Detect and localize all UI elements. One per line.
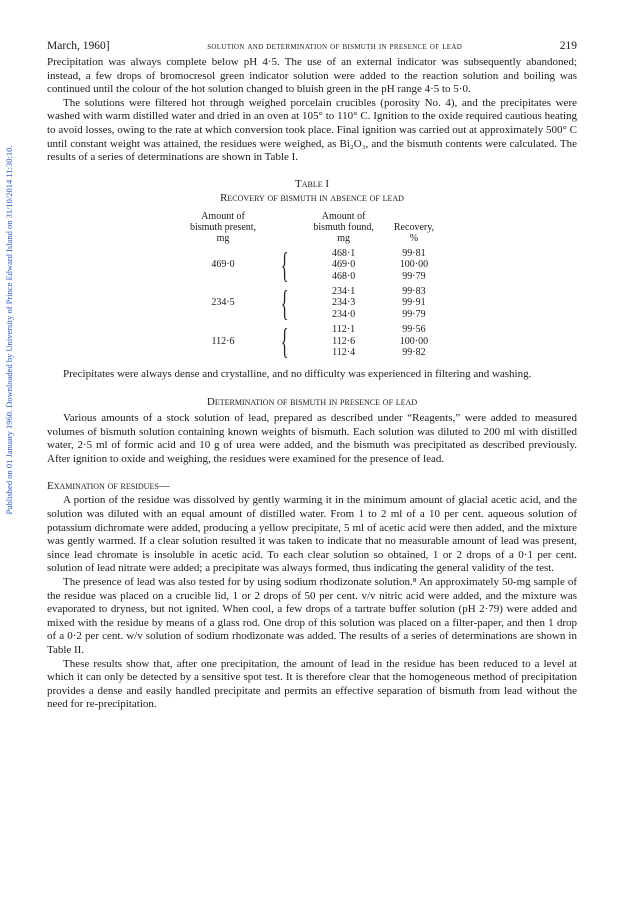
- col-header-recovery: Recovery, %: [393, 221, 435, 244]
- page-number: 219: [559, 40, 577, 52]
- paragraph-7: These results show that, after one precipitation, the amount of lead in the residue has been reduced to a level at which it can only be detected by a sensitive spot test. It is therefore clear that the homogeneous method of precipitation provides a dense and easily handled precipitate and permits an effective separation of bismuth from lead without the need for re-precipitation.: [47, 657, 577, 711]
- table-header-row: [180, 211, 444, 244]
- table-1-number: Table I: [294, 177, 330, 190]
- header-date: March, 1960]: [47, 40, 110, 52]
- table-row: [180, 248, 444, 259]
- cell-recovery: 100·00: [399, 335, 429, 347]
- paragraph-3: Precipitates were always dense and crystalline, and no difficulty was experienced in filtering and washing.: [63, 368, 532, 381]
- paragraph-4: Various amounts of a stock solution of lead, prepared as described under “Reagents,” were added to measured volumes of bismuth solution containing known weights of bismuth. Each solution was diluted to 200 ml with distilled water, 2·5 ml of formic acid and 10 g of urea were added, and the bismuth was precipitated as described previously. After ignition to oxide and weighing, the residues were examined for the presence of lead.: [47, 412, 577, 465]
- paragraph-6: The presence of lead was also tested for by using sodium rhodizonate solution.⁸ An approximately 50-mg sample of the residue was placed on a crucible lid, 1 or 2 drops of 50 per cent. v/v nitric acid were added, and the mixture was evaporated to dryness, but not ignited. When cool, a few drops of a tartrate buffer solution (pH 2·79) were added and mixed with the residue by means of a glass rod. One drop of this solution was placed on a filter-paper, and then 1 drop of a 0·2 per cent. w/v solution of sodium rhodizonate was added. The results of a series of determinations are shown in Table II.: [47, 575, 577, 656]
- running-title: solution and determination of bismuth in presence of lead: [207, 41, 463, 52]
- paragraph-5: A portion of the residue was dissolved by gently warming it in the minimum amount of glacial acetic acid, and the solution was diluted with an equal amount of distilled water. From 1 to 2 ml of a 10 per cent. aqueous solution of potassium dichromate were added, producing a yellow precipitate, 5 ml of acetic acid were then added, and the mixture was gently warmed. If a clear solution resulted it was taken to indicate that no measurable amount of lead was present, since lead chromate is insoluble in acetic acid. To each clear solution so obtained, 1 or 2 drops of a 0·1 per cent. solution of lead nitrate were added; a precipitate was always formed, thus indicating the general validity of the test.: [47, 494, 577, 575]
- table-1-group-2: [180, 283, 444, 324]
- cell-present: 234·5: [211, 297, 235, 309]
- cell-found: 469·0: [331, 259, 356, 271]
- cell-present: 469·0: [211, 259, 235, 271]
- page: [47, 40, 577, 712]
- cell-recovery: 100·00: [399, 259, 429, 271]
- cell-present: 112·6: [211, 335, 235, 347]
- cell-found: 468·0: [331, 270, 356, 282]
- table-row: [180, 286, 444, 297]
- brace: {: [280, 244, 289, 285]
- cell-found: 112·6: [332, 335, 356, 347]
- cell-recovery: 99·56: [402, 324, 426, 336]
- brace: {: [280, 283, 289, 324]
- table-1: [180, 210, 444, 362]
- cell-found: 234·1: [331, 285, 356, 297]
- cell-found: 234·0: [331, 308, 356, 320]
- cell-recovery: 99·91: [402, 297, 426, 309]
- page-header: [47, 40, 577, 52]
- cell-found: 234·3: [331, 297, 356, 309]
- table-row: [180, 324, 444, 335]
- table-1-group-3: [180, 321, 444, 362]
- cell-recovery: 99·79: [402, 308, 426, 320]
- table-1-title: Recovery of bismuth in absence of lead: [220, 191, 404, 204]
- col-header-present: Amount of bismuth present, mg: [189, 210, 257, 244]
- download-note: Published on 01 January 1960. Downloaded by University of Prince Edward Island on 31/10/2014 11:30:10.: [4, 145, 14, 515]
- cell-recovery: 99·81: [402, 247, 426, 259]
- subheading: Examination of residues—: [47, 480, 170, 493]
- cell-found: 112·1: [332, 324, 356, 336]
- brace: {: [280, 321, 289, 362]
- table-1-group-1: [180, 244, 444, 286]
- download-watermark: [2, 80, 16, 580]
- col-header-spacer: [266, 211, 303, 244]
- col-header-found: Amount of bismuth found, mg: [313, 210, 374, 244]
- cell-found: 112·4: [332, 347, 356, 358]
- cell-recovery: 99·83: [402, 285, 426, 297]
- cell-recovery: 99·79: [402, 270, 426, 282]
- paragraph-1: Precipitation was always complete below pH 4·5. The use of an external indicator was subsequently abandoned; instead, a few drops of bromocresol green indicator solution were added to the reaction solution and boiling was continued until the colour of the hot solution changed to bluish green in the pH range 4·5 to 5·0.: [47, 56, 577, 96]
- cell-found: 468·1: [331, 247, 356, 259]
- cell-recovery: 99·82: [402, 347, 426, 358]
- paragraph-2: The solutions were filtered hot through weighed porcelain crucibles (porosity No. 4), and the precipitates were washed with warm distilled water and dried in an oven at 105° to 110° C. Ignition to the oxide required cautious heating to avoid losses, owing to the rate at which conversion took place. Final ignition was carried out at approximately 500° C until constant weight was attained, the residues were weighed, as Bi₂O₃, and the bismuth contents were calculated. The results of a series of determinations are shown in Table I.: [47, 96, 577, 164]
- section-heading: Determination of bismuth in presence of lead: [206, 396, 418, 408]
